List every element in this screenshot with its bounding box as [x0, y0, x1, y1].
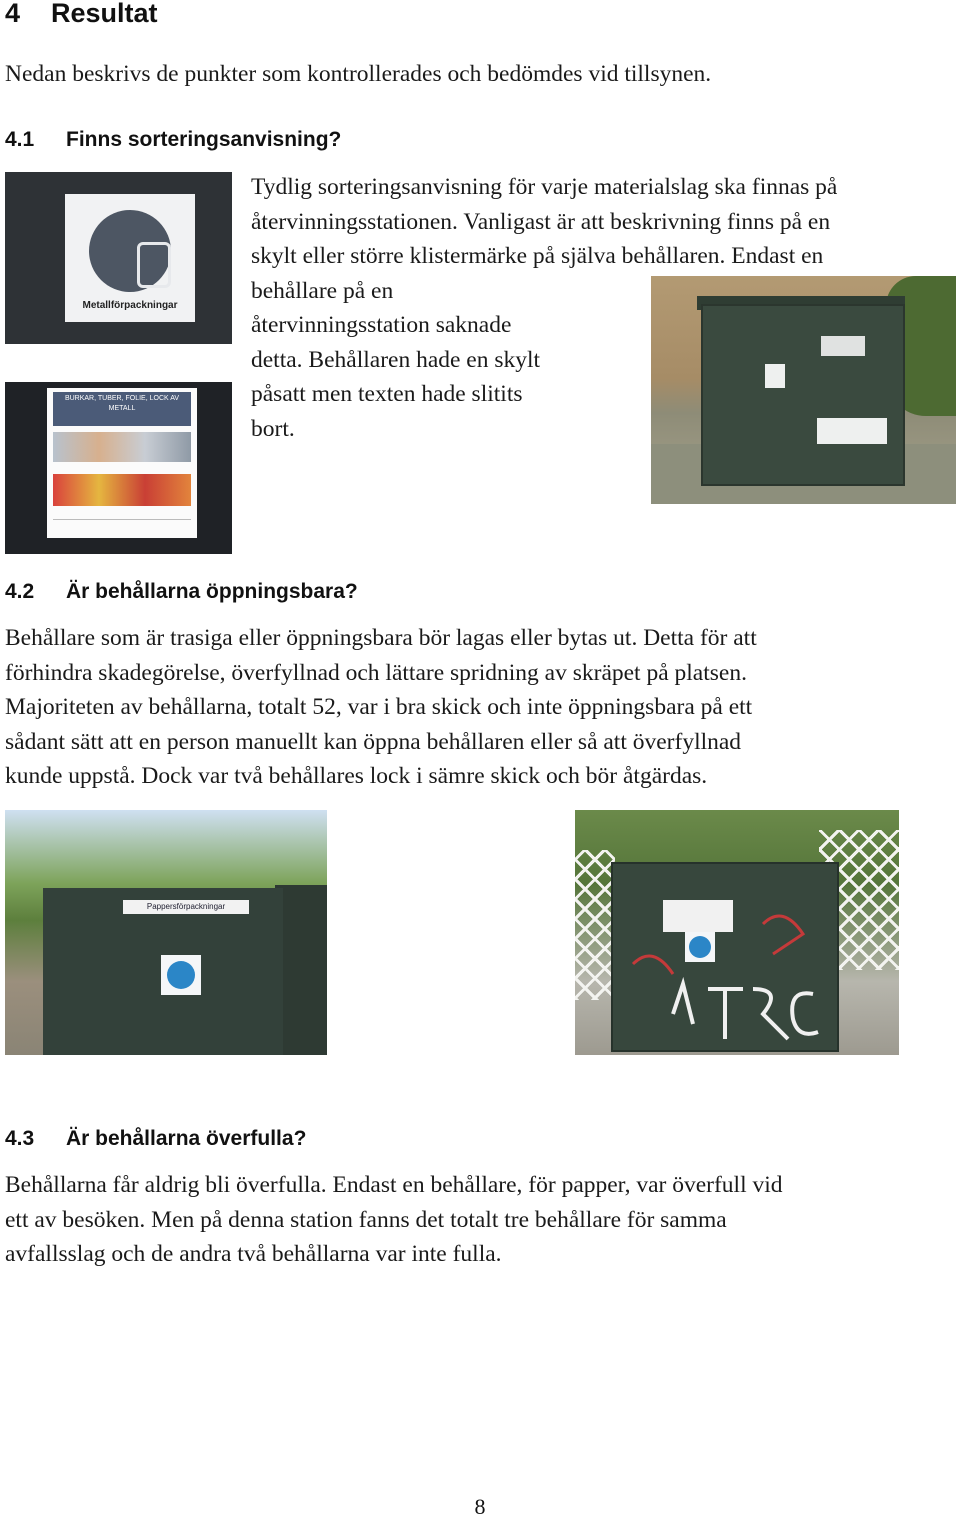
- text-line: Majoriteten av behållarna, totalt 52, var i bra skick och inte öppningsbara på ett: [5, 694, 753, 720]
- section-heading-4-3: [5, 1127, 306, 1151]
- text-line: Tydlig sorteringsanvisning för varje materialslag ska finnas på: [251, 174, 838, 200]
- green-container: [701, 304, 905, 486]
- section-number: 4.1: [5, 128, 35, 151]
- paper-packaging-label: Pappersförpackningar: [123, 900, 249, 914]
- recycling-company-sign: [663, 900, 733, 932]
- operator-label: [817, 418, 887, 444]
- sign-card: [65, 194, 195, 322]
- section-number: 4.3: [5, 1127, 35, 1150]
- forbidden-items-image: [53, 474, 191, 506]
- section-title: Är behållarna överfulla?: [66, 1127, 307, 1150]
- text-line: återvinningsstationen. Vanligast är att beskrivning finns på en: [251, 208, 831, 235]
- text-line: Behållarna får aldrig bli överfulla. Endast en behållare, för papper, var överfull vid: [5, 1172, 783, 1198]
- section-heading-4-2: [5, 580, 358, 604]
- chapter-number: 4: [5, 0, 21, 28]
- lattice-fence: [575, 850, 615, 1000]
- graffiti-drawing: [613, 864, 837, 1050]
- poster-footer: [53, 519, 191, 534]
- text-line: återvinningsstation saknade: [251, 312, 512, 338]
- text-line: avfallsslag och de andra två behållarna var inte fulla.: [5, 1241, 502, 1267]
- chapter-title: Resultat: [51, 0, 158, 28]
- page-number: 8: [474, 1494, 486, 1519]
- text-line: detta. Behållaren hade en skylt: [251, 346, 541, 373]
- photo-sorting-instruction-poster: [5, 382, 232, 554]
- text-line: sådant sätt att en person manuellt kan öppna behållaren eller så att överfyllnad: [5, 728, 742, 755]
- section-title: Är behållarna öppningsbara?: [66, 580, 358, 603]
- section-heading-4-1: [5, 128, 341, 152]
- text-line: kunde uppstå. Dock var två behållares lock i sämre skick och bör åtgärdas.: [5, 763, 708, 789]
- intro-text: Nedan beskrivs de punkter som kontrollerades och bedömdes vid tillsynen.: [5, 61, 712, 87]
- section-title: Finns sorteringsanvisning?: [66, 128, 342, 151]
- text-line: skylt eller större klistermärke på själva behållaren. Endast en: [251, 243, 824, 269]
- poster-header: BURKAR, TUBER, FOLIE, LOCK AV METALL: [53, 392, 191, 426]
- text-line: bort.: [251, 415, 295, 442]
- text-line: Behållare som är trasiga eller öppningsbara bör lagas eller bytas ut. Detta för att: [5, 625, 757, 651]
- photo-graffiti-container: [575, 810, 899, 1055]
- torn-sticker: [765, 364, 785, 388]
- chapter-heading: [5, 0, 158, 29]
- section-4-2-text: [5, 621, 757, 794]
- section-number: 4.2: [5, 580, 35, 603]
- green-container-with-graffiti: [611, 862, 839, 1052]
- photo-container-missing-sign: [651, 276, 956, 504]
- metal-packaging-icon: [89, 210, 171, 292]
- section-4-3-text: [5, 1168, 783, 1272]
- text-line: påsatt men texten hade slitits: [251, 381, 523, 407]
- allowed-items-image: [53, 432, 191, 462]
- recycling-icon: [161, 955, 201, 995]
- text-line: behållare på en: [251, 277, 394, 304]
- instruction-poster: [47, 388, 197, 538]
- photo-paper-container: [5, 810, 327, 1055]
- photo-metal-packaging-sign: [5, 172, 232, 344]
- torn-sticker: [821, 336, 865, 356]
- text-line: förhindra skadegörelse, överfyllnad och lättare spridning av skräpet på platsen.: [5, 659, 747, 686]
- sign-label: Metallförpackningar: [82, 300, 178, 311]
- recycling-icon: [685, 932, 715, 962]
- text-line: ett av besöken. Men på denna station fanns det totalt tre behållare för samma: [5, 1206, 727, 1233]
